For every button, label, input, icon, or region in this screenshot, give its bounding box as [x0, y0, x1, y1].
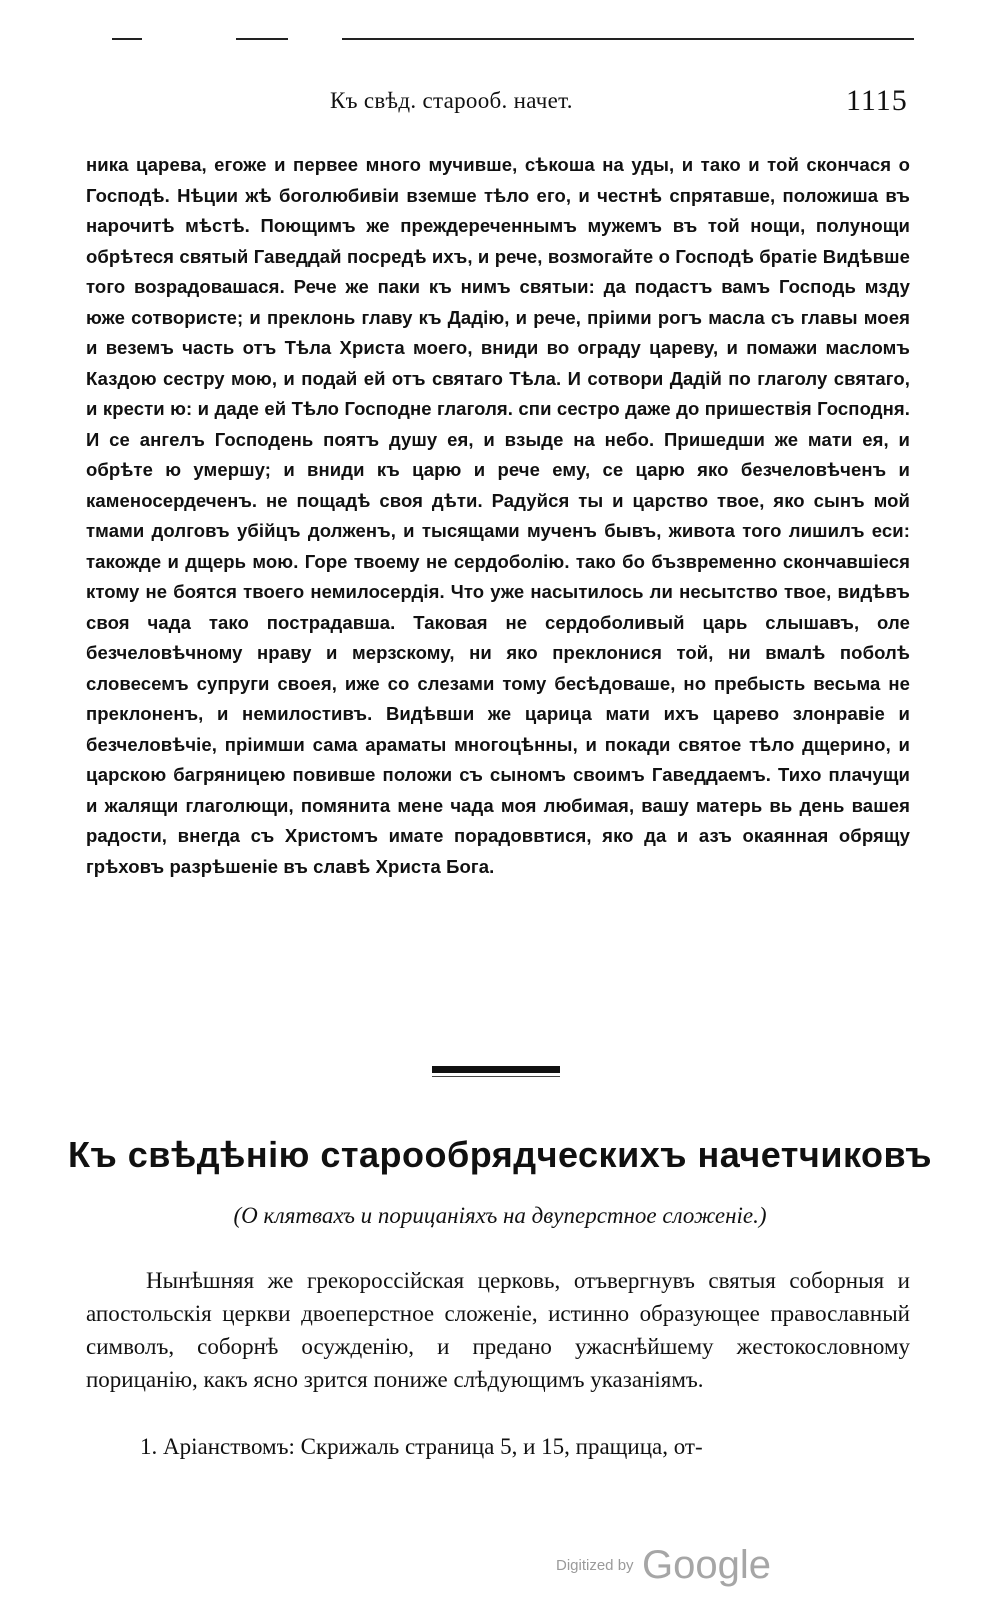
section-paragraph-1-text: Нынѣшняя же грекороссійская церковь, отъвергнувъ святыя соборныя и апостольскія церкви двоеперстное сложеніе, истинно образующее православный символъ, соборнѣ осужденію, и предано ужаснѣйшему жестокословному порицанію, какъ ясно зрится пониже слѣдующимъ указаніямъ.	[86, 1268, 910, 1392]
section-title: Къ свѣдѣнію старообрядческихъ начетчиковъ	[68, 1134, 932, 1175]
divider-thick-line	[432, 1066, 560, 1073]
digitized-footer	[556, 1543, 771, 1593]
google-logo: Google	[642, 1543, 771, 1587]
body-paragraph: ника царева, егоже и первее много мучивше, сѣкоша на уды, и тако и той скончася о Господѣ. Нѣции жѣ боголюбивіи вземше тѣло его, и честнѣ спрятавше, положиша въ нарочитѣ мѣстѣ. Поющимъ же преждереченнымъ мужемъ въ той нощи, полунощи обрѣтеся святый Гаведдай посредѣ ихъ, и рече, возмогайте о Господѣ братіе Видѣвше того возрадовашася. Рече же паки къ нимъ святыи: да подастъ вамъ Господь мзду юже сотвористе; и преклонь главу къ Дадію, и рече, пріими рогъ масла съ главы моея и веземъ часть отъ Тѣла Христа моего, вниди во ограду цареву, и помажи масломъ Каздою сестру мою, и подай ей отъ святаго Тѣла. И сотвори Дадій по глаголу святаго, и крести ю: и даде ей Тѣло Господне глаголя. спи сестро даже до пришествія Господня. И се ангелъ Господень поятъ душу ея, и взыде на небо. Пришедши же мати ея, и обрѣте ю умершу; и вниди къ царю и рече ему, се царю яко безчеловѣченъ и каменосердеченъ. не пощадѣ своя дѣти. Радуйся ты и царство твое, яко сынъ мой тмами долговъ убійцъ долженъ, и тысящами мученъ бывъ, живота того лишилъ еси: такожде и дщерь мою. Горе твоему не сердоболію. тако бо бъзвременно скончавшіеся ктому не боятся твоего немилосердія. Что уже насытилось ли несытство твое, видѣвъ своя чада тако пострадавша. Таковая не сердоболивый царь слышавъ, оле безчеловѣчному нраву и мерзскому, ни яко преклонися той, ни вмалѣ поболѣ словесемъ супруги своея, иже со слезами тому бесѣдоваше, но пребысть весьма не преклоненъ, и немилостивъ. Видѣвши же царица мати ихъ царево злонравіе и безчеловѣчіе, пріимши сама араматы многоцѣнны, и покади святое тѣло дщерино, и царскою багряницею повивше положи съ сыномъ своимъ Гаведдаемъ. Тихо плачущи и жалящи глаголющи, помянита мене чада моя любимая, вашу матерь вь день вашея радости, внегда съ Христомъ имате порадоввтися, яко да и азъ окаянная обрящу грѣховъ разрѣшеніе въ славѣ Христа Бога.	[86, 154, 910, 877]
digitized-by-text: Digitized by	[556, 1557, 634, 1574]
top-rule-2	[236, 38, 288, 40]
section-subtitle: (О клятвахъ и порицаніяхъ на двуперстное сложеніе.)	[233, 1203, 767, 1228]
section-paragraph-2	[86, 1430, 910, 1463]
section-divider	[432, 1066, 560, 1077]
section-paragraph-1	[86, 1264, 910, 1396]
top-rule-3	[342, 38, 914, 40]
running-title: Къ свѣд. старооб. начет.	[330, 88, 573, 113]
page-number: 1115	[846, 84, 908, 117]
section-paragraph-2-text: 1. Аріанствомъ: Скрижаль страница 5, и 15, пращица, от-	[140, 1434, 703, 1459]
divider-thin-line	[432, 1076, 560, 1077]
running-header	[0, 84, 1000, 124]
top-rule-1	[112, 38, 142, 40]
